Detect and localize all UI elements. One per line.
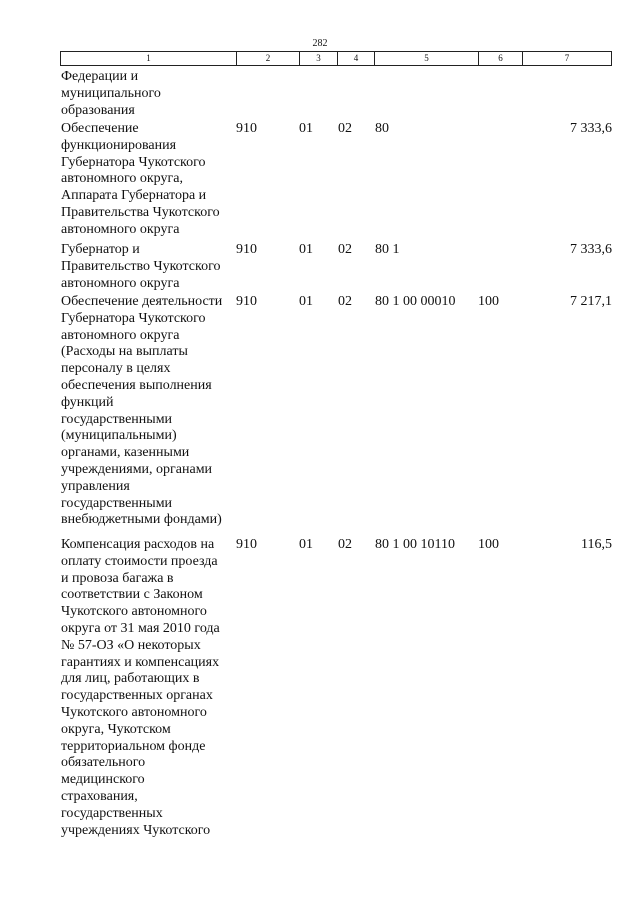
row-col6: 100	[478, 537, 499, 552]
row-col3: 01	[299, 242, 313, 257]
row-col4: 02	[338, 537, 352, 552]
header-col-6: 6	[479, 52, 523, 65]
row-name: Обеспечение деятельности Губернатора Чукотского автономного округа (Расходы на выплаты персоналу в целях обеспечения выполнения функций государственными (муниципальными) органами, казенными учреждениями, органами управления государственными внебюджетными фондами)	[61, 294, 223, 528]
row-col5: 80 1 00 10110	[375, 537, 455, 552]
row-col4: 02	[338, 294, 352, 309]
row-name: Обеспечение функционирования Губернатора Чукотского автономного округа, Аппарата Губернатора и Правительства Чукотского автономного округа	[61, 121, 220, 237]
header-col-7: 7	[564, 53, 570, 63]
row-col2: 910	[236, 537, 257, 552]
row-name: Федерации и муниципального образования	[61, 69, 161, 118]
row-col2: 910	[236, 121, 257, 136]
row-col4: 02	[338, 242, 352, 257]
header-col-5: 5	[375, 52, 479, 65]
row-col7: 7 333,6	[570, 242, 612, 257]
header-col-3: 3	[300, 52, 338, 65]
row-col6: 100	[478, 294, 499, 309]
header-col-1: 1	[61, 52, 237, 65]
row-col3: 01	[299, 294, 313, 309]
row-col5: 80 1	[375, 242, 400, 257]
header-col-4: 4	[338, 52, 375, 65]
row-col2: 910	[236, 294, 257, 309]
header-col-2: 2	[237, 52, 300, 65]
row-col7: 116,5	[581, 537, 612, 552]
row-col5: 80	[375, 121, 389, 136]
row-col7: 7 333,6	[570, 121, 612, 136]
row-name: Компенсация расходов на оплату стоимости проезда и провоза багажа в соответствии с Законом Чукотского автономного округа от 31 мая 2010 года № 57-ОЗ «О некоторых гарантиях и компенсациях для лиц, работающих в государственных органах Чукотского автономного округа, Чукотском территориальном фонде обязательного медицинского страхования, государственных учреждениях Чукотского	[61, 537, 220, 838]
row-col3: 01	[299, 121, 313, 136]
row-col5: 80 1 00 00010	[375, 294, 456, 309]
row-col4: 02	[338, 121, 352, 136]
row-name: Губернатор и Правительство Чукотского автономного округа	[61, 242, 221, 291]
row-col2: 910	[236, 242, 257, 257]
row-col3: 01	[299, 537, 313, 552]
page-number: 282	[312, 38, 328, 49]
row-col7: 7 217,1	[570, 294, 612, 309]
table-header	[60, 51, 612, 66]
